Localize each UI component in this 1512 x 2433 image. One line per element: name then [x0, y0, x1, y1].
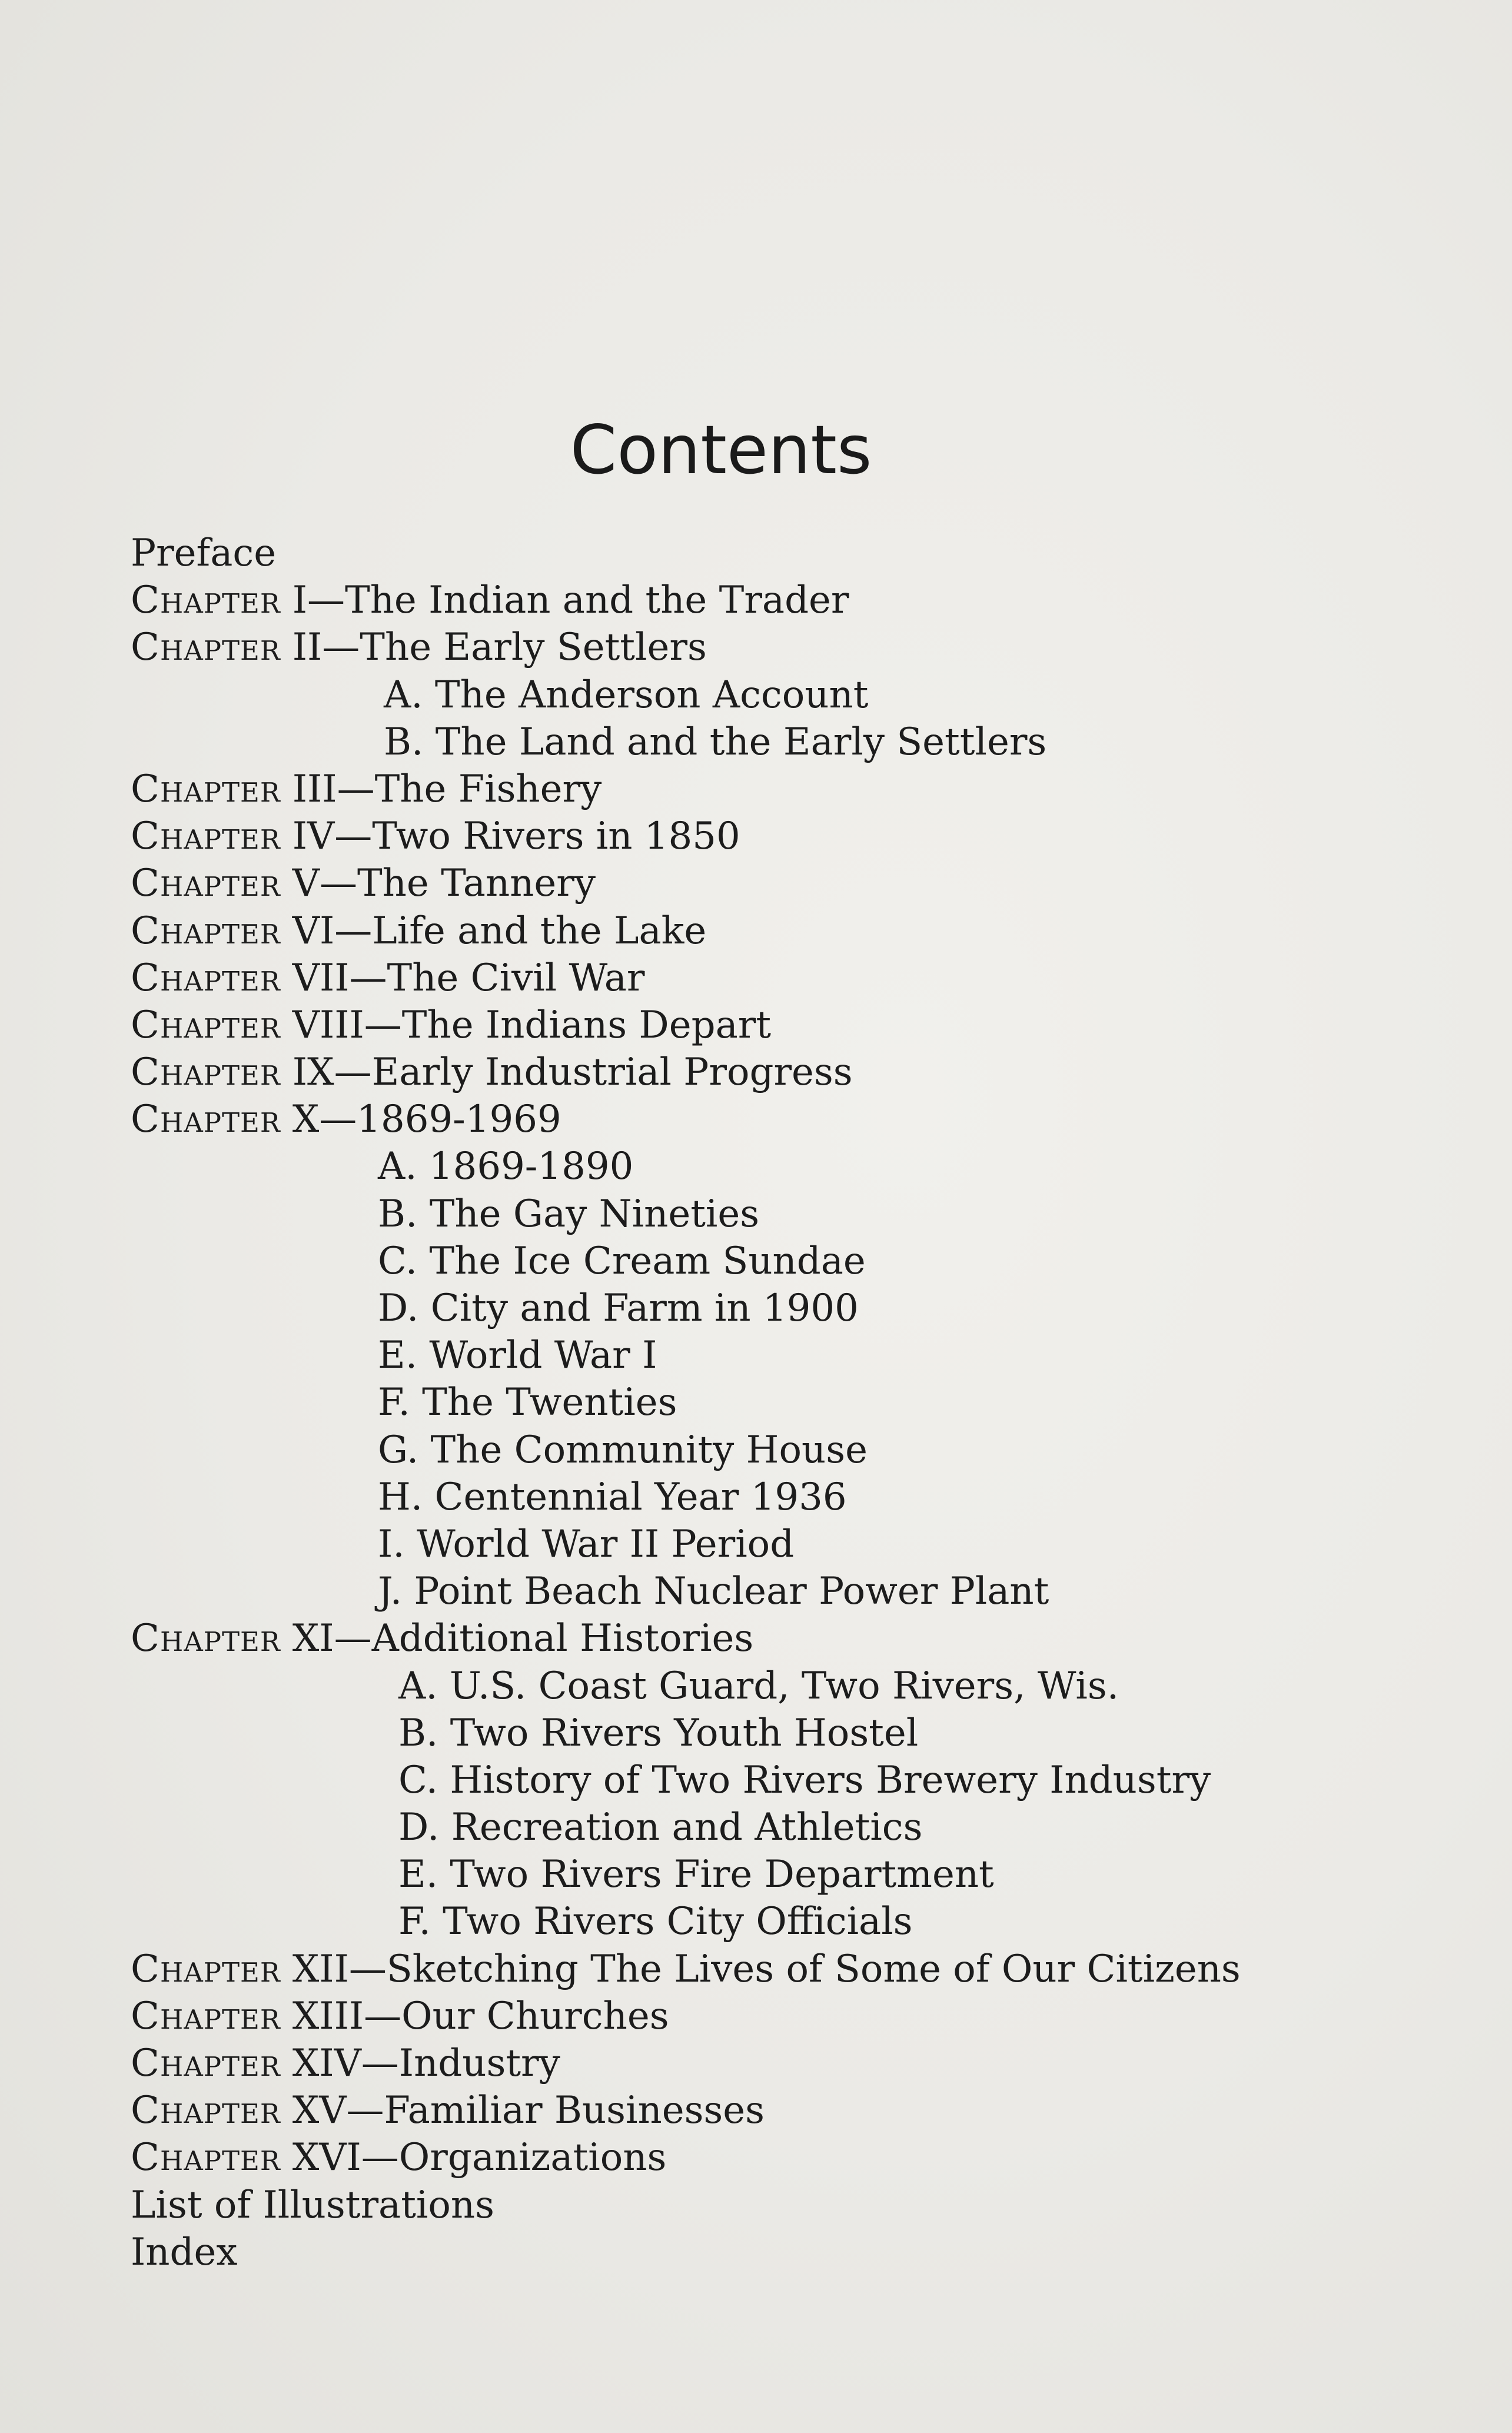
toc-subentry	[131, 1521, 1484, 1568]
toc-entry-text: III—The Fishery	[292, 767, 602, 811]
toc-entry-text: XIII—Our Churches	[292, 1994, 669, 2038]
toc-entry-text: X—1869-1969	[292, 1098, 561, 1142]
toc-entry	[131, 860, 1484, 907]
chapter-label: Chapter	[131, 2136, 281, 2180]
toc-entry-text: D. Recreation and Athletics	[398, 1806, 923, 1850]
toc-entry-text: A. 1869-1890	[378, 1145, 634, 1189]
toc-subentry	[131, 1143, 1484, 1190]
toc-entry-text: I. World War II Period	[378, 1522, 795, 1566]
toc-entry-text: G. The Community House	[378, 1428, 868, 1472]
toc-subentry	[131, 1757, 1484, 1804]
toc-entry-text: XII—Sketching The Lives of Some of Our Citizens	[292, 1947, 1241, 1991]
toc-entry-text: I—The Indian and the Trader	[292, 579, 849, 623]
toc-subentry	[131, 1663, 1484, 1710]
chapter-label: Chapter	[131, 1994, 281, 2038]
toc-entry-text: C. History of Two Rivers Brewery Industry	[398, 1758, 1211, 1802]
toc-entry-text: XIV—Industry	[292, 2042, 560, 2085]
toc-entry-text: E. Two Rivers Fire Department	[398, 1853, 994, 1897]
toc-entry	[131, 530, 1484, 577]
chapter-label: Chapter	[131, 1003, 281, 1047]
toc-entry	[131, 955, 1484, 1002]
toc-subentry	[131, 672, 1484, 719]
chapter-label: Chapter	[131, 815, 281, 859]
chapter-label: Chapter	[131, 579, 281, 623]
toc-entry	[131, 1615, 1484, 1662]
toc-entry-text: IV—Two Rivers in 1850	[292, 815, 740, 859]
toc-entry	[131, 2040, 1484, 2087]
toc-entry-text: E. World War I	[378, 1334, 657, 1378]
toc-entry-text: VIII—The Indians Depart	[292, 1003, 772, 1047]
toc-entry	[131, 1002, 1484, 1049]
toc-entry-text: B. The Gay Nineties	[378, 1192, 760, 1236]
toc-entry-text: VI—Life and the Lake	[292, 909, 707, 953]
toc-entry-text: IX—Early Industrial Progress	[292, 1051, 853, 1095]
toc-subentry	[131, 1285, 1484, 1332]
toc-entry-text: H. Centennial Year 1936	[378, 1475, 847, 1519]
toc-entry-text: A. The Anderson Account	[384, 673, 869, 717]
toc-subentry	[131, 1474, 1484, 1521]
toc-entry	[131, 908, 1484, 955]
toc-entry	[131, 2087, 1484, 2134]
toc-entry	[131, 577, 1484, 624]
chapter-label: Chapter	[131, 1947, 281, 1991]
toc-subentry	[131, 1898, 1484, 1945]
toc-entry-text: XV—Familiar Businesses	[292, 2089, 765, 2133]
toc-entry	[131, 1049, 1484, 1096]
toc-entry	[131, 1946, 1484, 1993]
toc-entry-text: Index	[131, 2230, 238, 2274]
toc-entry	[131, 1993, 1484, 2040]
toc-entry	[131, 2229, 1484, 2276]
chapter-label: Chapter	[131, 626, 281, 670]
toc-entry-text: II—The Early Settlers	[292, 626, 707, 670]
page-title: Contents	[570, 411, 872, 489]
chapter-label: Chapter	[131, 862, 281, 906]
toc-entry-text: F. The Twenties	[378, 1381, 677, 1425]
chapter-label: Chapter	[131, 767, 281, 811]
toc-entry-text: V—The Tannery	[292, 862, 596, 906]
toc-entry-text: XVI—Organizations	[292, 2136, 667, 2180]
chapter-label: Chapter	[131, 956, 281, 1000]
toc-entry-text: B. Two Rivers Youth Hostel	[398, 1711, 919, 1755]
toc-entry	[131, 1096, 1484, 1143]
chapter-label: Chapter	[131, 1617, 281, 1661]
chapter-label: Chapter	[131, 909, 281, 953]
toc-entry	[131, 813, 1484, 860]
toc-entry	[131, 624, 1484, 671]
toc-subentry	[131, 1710, 1484, 1757]
toc-subentry	[131, 1191, 1484, 1238]
toc-entry	[131, 2134, 1484, 2181]
toc-entry-text: VII—The Civil War	[292, 956, 645, 1000]
toc-entry-text: F. Two Rivers City Officials	[398, 1900, 913, 1944]
toc-entry-text: Preface	[131, 531, 277, 575]
toc-subentry	[131, 1851, 1484, 1898]
chapter-label: Chapter	[131, 1051, 281, 1095]
toc-entry-text: List of Illustrations	[131, 2183, 494, 2227]
toc-subentry	[131, 1427, 1484, 1474]
toc-subentry	[131, 719, 1484, 766]
chapter-label: Chapter	[131, 1098, 281, 1142]
toc-subentry	[131, 1238, 1484, 1285]
toc-entry-text: A. U.S. Coast Guard, Two Rivers, Wis.	[398, 1664, 1119, 1708]
table-of-contents	[131, 530, 1484, 2276]
toc-entry-text: D. City and Farm in 1900	[378, 1287, 859, 1330]
toc-entry-text: B. The Land and the Early Settlers	[384, 720, 1047, 764]
toc-subentry	[131, 1332, 1484, 1379]
toc-entry	[131, 2182, 1484, 2229]
toc-subentry	[131, 1804, 1484, 1851]
toc-subentry	[131, 1379, 1484, 1426]
toc-entry	[131, 766, 1484, 813]
toc-subentry	[131, 1568, 1484, 1615]
chapter-label: Chapter	[131, 2089, 281, 2133]
chapter-label: Chapter	[131, 2042, 281, 2085]
toc-entry-text: C. The Ice Cream Sundae	[378, 1239, 866, 1283]
toc-entry-text: J. Point Beach Nuclear Power Plant	[378, 1570, 1049, 1614]
toc-entry-text: XI—Additional Histories	[292, 1617, 754, 1661]
